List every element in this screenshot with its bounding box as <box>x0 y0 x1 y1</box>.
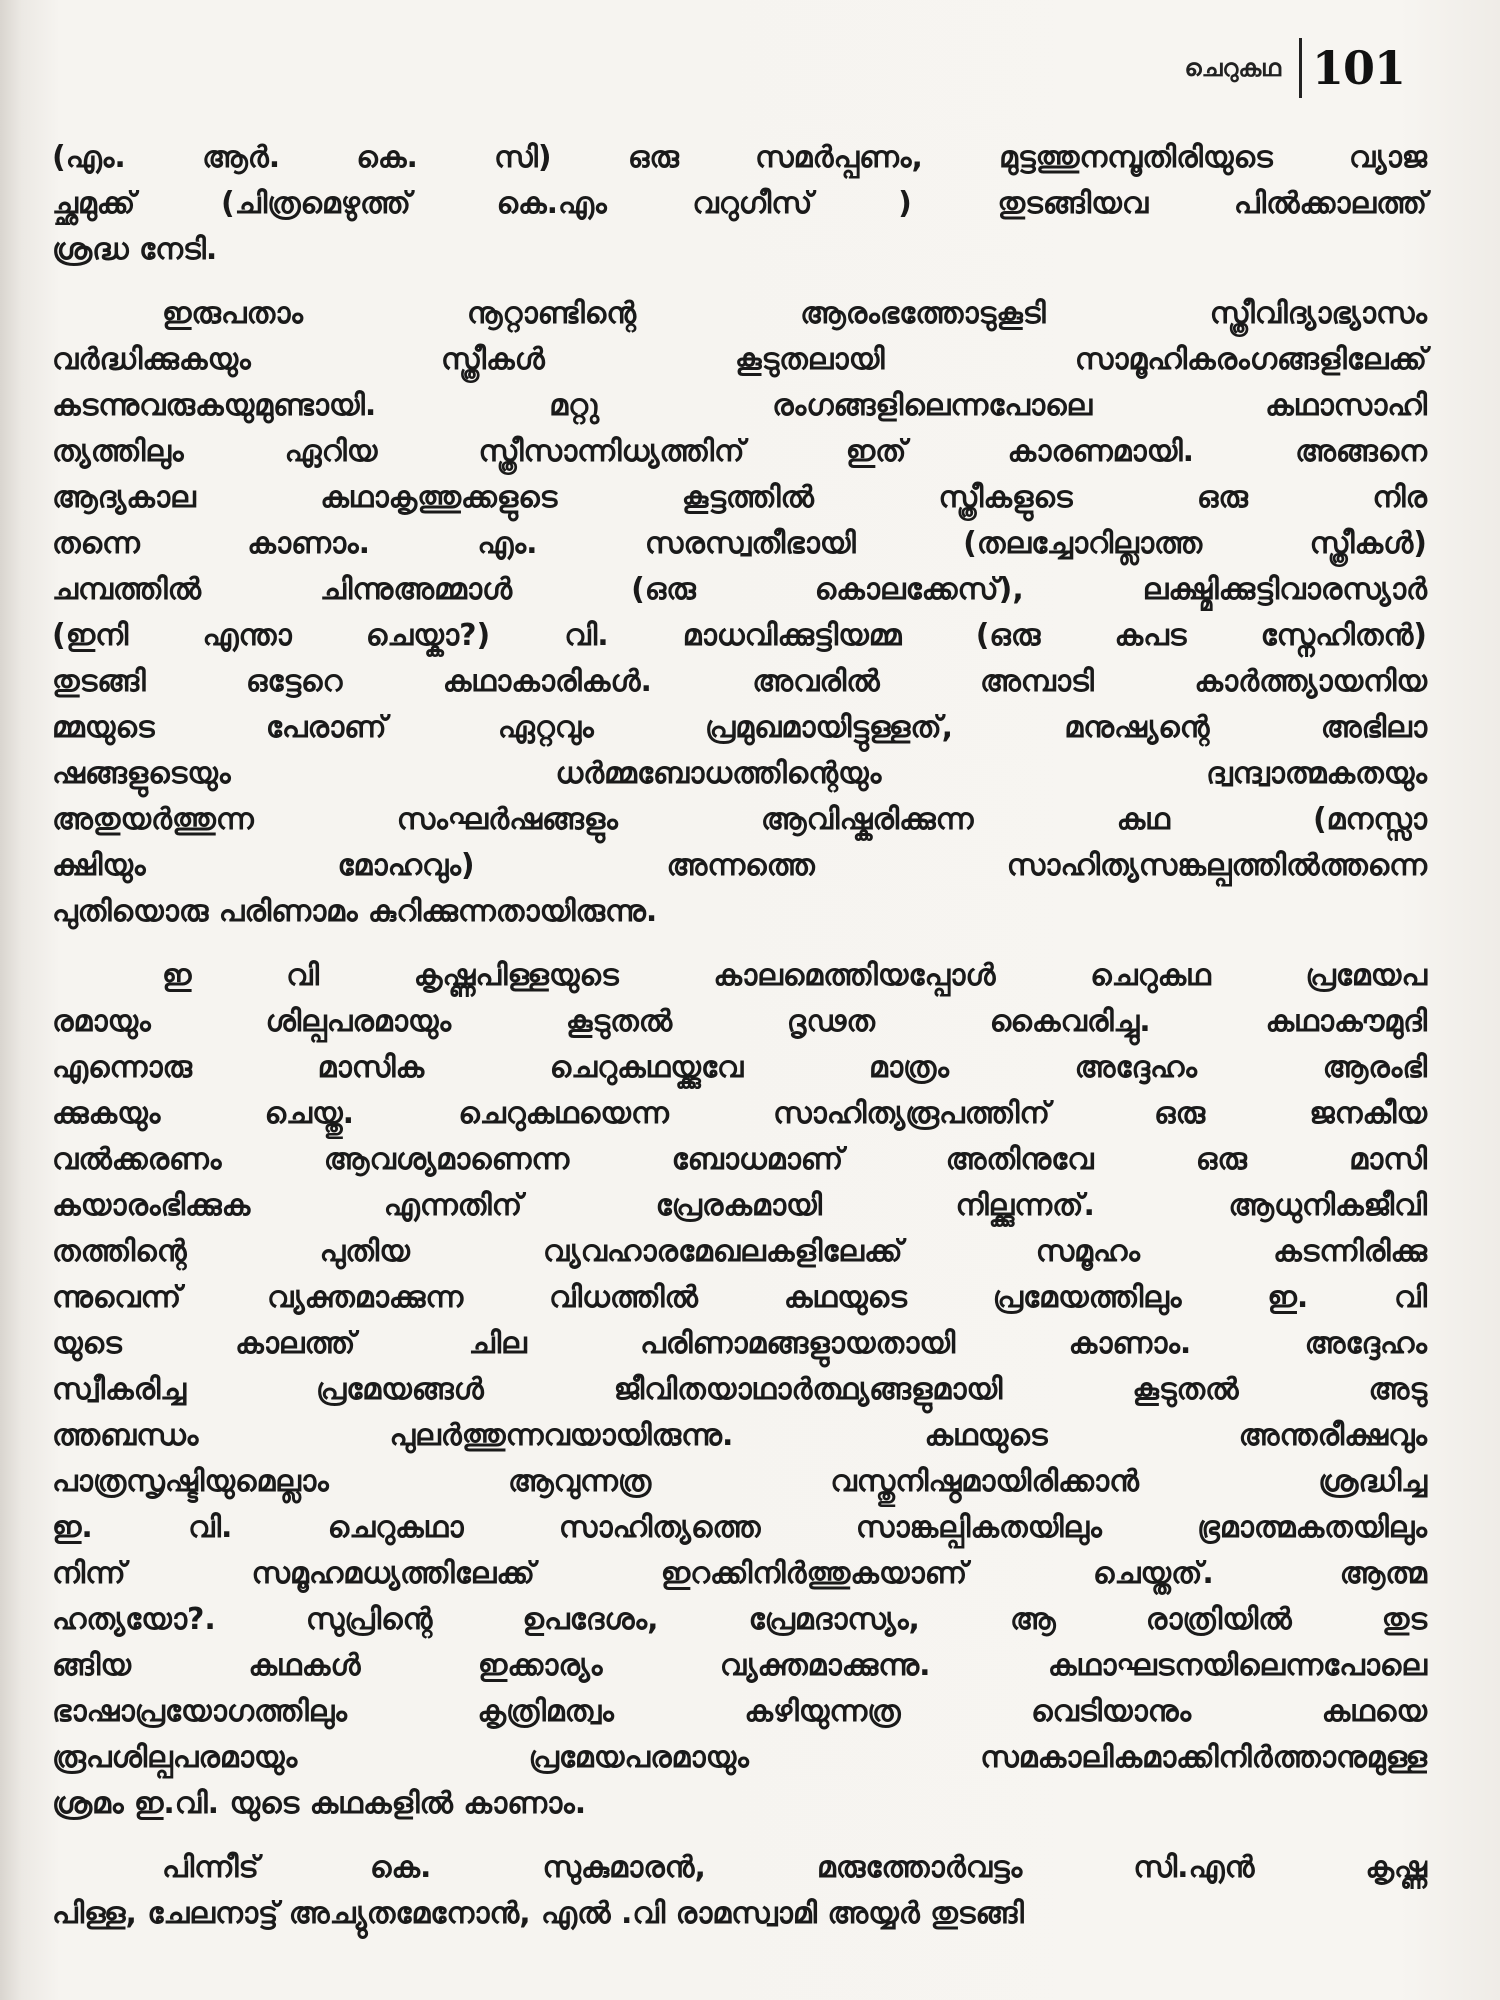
text-line: പിന്നീട് കെ. സുകുമാരൻ, മരുത്തോർവട്ടം സി.എൻ കൃഷ്ണ <box>162 1850 1427 1885</box>
text-line: അതുയർത്തുന്ന സംഘർഷങ്ങളും ആവിഷ്കരിക്കുന്ന കഥ (മനസ്സാ <box>52 802 1427 837</box>
paragraph <box>52 953 1427 1827</box>
text-line: ഭാഷാപ്രയോഗത്തിലും കൃത്രിമത്വം കഴിയുന്നത്ര വെടിയാനും കഥയെ <box>52 1694 1427 1729</box>
text-line: തന്നെ കാണാം. എം. സരസ്വതീഭായി (തലച്ചോറില്ലാത്ത സ്ത്രീകൾ) <box>52 526 1427 561</box>
text-line: പിള്ള, ചേലനാട്ട് അച്യുതമേനോൻ, എൽ .വി രാമസ്വാമി അയ്യർ തുടങ്ങി <box>52 1896 1024 1931</box>
text-line: ഹത്യയോ?. സുപ്രിന്റെ ഉപദേശം, പ്രേമദാസ്യം, ആ രാത്രിയിൽ തുട <box>52 1602 1427 1637</box>
paragraph-gap <box>52 1827 1427 1845</box>
text-line: എന്നൊരു മാസിക ചെറുകഥയ്ക്കുവേ മാത്രം അദ്ദേഹം ആരംഭി <box>52 1050 1427 1085</box>
text-line: (എം. ആർ. കെ. സി) ഒരു സമർപ്പണം, മുട്ടത്തുനമ്പൂതിരിയുടെ വ്യാജ <box>52 140 1427 175</box>
text-line: ച്ഛമുക്ക് (ചിത്രമെഴുത്ത് കെ.എം വറുഗീസ് ) തുടങ്ങിയവ പിൽക്കാലത്ത് <box>52 186 1427 221</box>
text-line: നിന്ന് സമൂഹമധ്യത്തിലേക്ക് ഇറക്കിനിർത്തുകയാണ് ചെയ്തത്. ആത്മ <box>52 1556 1427 1591</box>
text-line: പുതിയൊരു പരിണാമം കുറിക്കുന്നതായിരുന്നു. <box>52 894 658 929</box>
text-line: കയാരംഭിക്കുക എന്നതിന് പ്രേരകമായി നില്ക്കുന്നത്. ആധുനികജീവി <box>52 1188 1427 1223</box>
paragraph <box>52 291 1427 935</box>
text-line: വൽക്കരണം ആവശ്യമാണെന്ന ബോധമാണ് അതിനുവേ ഒരു മാസി <box>52 1142 1427 1177</box>
page-header <box>1185 38 1405 98</box>
text-line: കടന്നുവരുകയുമുണ്ടായി. മറ്റു രംഗങ്ങളിലെന്നപോലെ കഥാസാഹി <box>52 388 1427 423</box>
text-line: ചമ്പത്തിൽ ചിന്നുഅമ്മാൾ (ഒരു കൊലക്കേസ്), ലക്ഷ്മിക്കുട്ടിവാരസ്യാർ <box>52 572 1427 607</box>
text-line: ങ്ങിയ കഥകൾ ഇക്കാര്യം വ്യക്തമാക്കുന്നു. കഥാഘടനയിലെന്നപോലെ <box>52 1648 1427 1683</box>
text-line: ഇ. വി. ചെറുകഥാ സാഹിത്യത്തെ സാങ്കല്പികതയിലും ഭ്രമാത്മകതയിലും <box>52 1510 1427 1545</box>
text-line: ഇരുപതാം നൂറ്റാണ്ടിന്റെ ആരംഭത്തോടുകൂടി സ്ത്രീവിദ്യാഭ്യാസം <box>162 296 1427 331</box>
text-line: സ്വീകരിച്ച പ്രമേയങ്ങൾ ജീവിതയാഥാർത്ഥ്യങ്ങളുമായി കൂടുതൽ അടു <box>52 1372 1427 1407</box>
paragraph-gap <box>52 935 1427 953</box>
text-line: ആദ്യകാല കഥാകൃത്തുക്കളുടെ കൂട്ടത്തിൽ സ്ത്രീകളുടെ ഒരു നിര <box>52 480 1427 515</box>
text-line: പാത്രസൃഷ്ടിയുമെല്ലാം ആവുന്നത്ര വസ്തുനിഷ്ഠമായിരിക്കാൻ ശ്രദ്ധിച്ച <box>52 1464 1427 1499</box>
header-divider <box>1299 38 1302 98</box>
text-line: മ്മയുടെ പേരാണ് ഏറ്റവും പ്രമുഖമായിട്ടുള്ളത്, മനുഷ്യന്റെ അഭിലാ <box>52 710 1427 745</box>
text-line: ത്തബന്ധം പുലർത്തുന്നവയായിരുന്നു. കഥയുടെ അന്തരീക്ഷവും <box>52 1418 1427 1453</box>
body-text <box>52 135 1427 1937</box>
text-line: തുടങ്ങി ഒട്ടേറെ കഥാകാരികൾ. അവരിൽ അമ്പാടി കാർത്ത്യായനിയ <box>52 664 1427 699</box>
text-line: ക്ഷിയും മോഹവും) അന്നത്തെ സാഹിത്യസങ്കല്പത്തിൽത്തന്നെ <box>52 848 1427 883</box>
text-line: ഷങ്ങളുടെയും ധർമ്മബോധത്തിന്റെയും ദ്വന്ദ്വാത്മകതയും <box>52 756 1427 791</box>
text-line: യുടെ കാലത്ത് ചില പരിണാമങ്ങളുായതായി കാണാം. അദ്ദേഹം <box>52 1326 1427 1361</box>
paragraph-gap <box>52 273 1427 291</box>
text-line: വർദ്ധിക്കുകയും സ്ത്രീകൾ കൂടുതലായി സാമൂഹികരംഗങ്ങളിലേക്ക് <box>52 342 1427 377</box>
running-head: ചെറുകഥ <box>1184 54 1281 82</box>
paragraph <box>52 1845 1427 1937</box>
text-line: ഇ വി കൃഷ്ണപിള്ളയുടെ കാലമെത്തിയപ്പോൾ ചെറുകഥ പ്രമേയപ <box>162 958 1427 993</box>
text-line: ക്കുകയും ചെയ്തു. ചെറുകഥയെന്ന സാഹിത്യരൂപത്തിന് ഒരു ജനകീയ <box>52 1096 1427 1131</box>
text-line: തത്തിന്റെ പുതിയ വ്യവഹാരമേഖലകളിലേക്ക് സമൂഹം കടന്നിരിക്കു <box>52 1234 1427 1269</box>
text-line: ന്നുവെന്ന് വ്യക്തമാക്കുന്ന വിധത്തിൽ കഥയുടെ പ്രമേയത്തിലും ഇ. വി <box>52 1280 1427 1315</box>
text-line: രമായും ശില്പപരമായും കൂടുതൽ ദൃഢത കൈവരിച്ചു. കഥാകൗമുദി <box>52 1004 1427 1039</box>
text-line: രൂപശില്പപരമായും പ്രമേയപരമായും സമകാലികമാക്കിനിർത്താനുമുള്ള <box>52 1740 1427 1775</box>
text-line: ശ്രദ്ധ നേടി. <box>52 232 218 267</box>
paragraph <box>52 135 1427 273</box>
text-line: ശ്രമം ഇ.വി. യുടെ കഥകളിൽ കാണാം. <box>52 1786 587 1821</box>
text-line: (ഇനി എന്താ ചെയ്കാ?) വി. മാധവിക്കുട്ടിയമ്മ (ഒരു കപട സ്നേഹിതൻ) <box>52 618 1427 653</box>
text-line: ത്യത്തിലും ഏറിയ സ്ത്രീസാന്നിധ്യത്തിന് ഇത് കാരണമായി. അങ്ങനെ <box>52 434 1427 469</box>
page-number: 101 <box>1311 41 1405 95</box>
